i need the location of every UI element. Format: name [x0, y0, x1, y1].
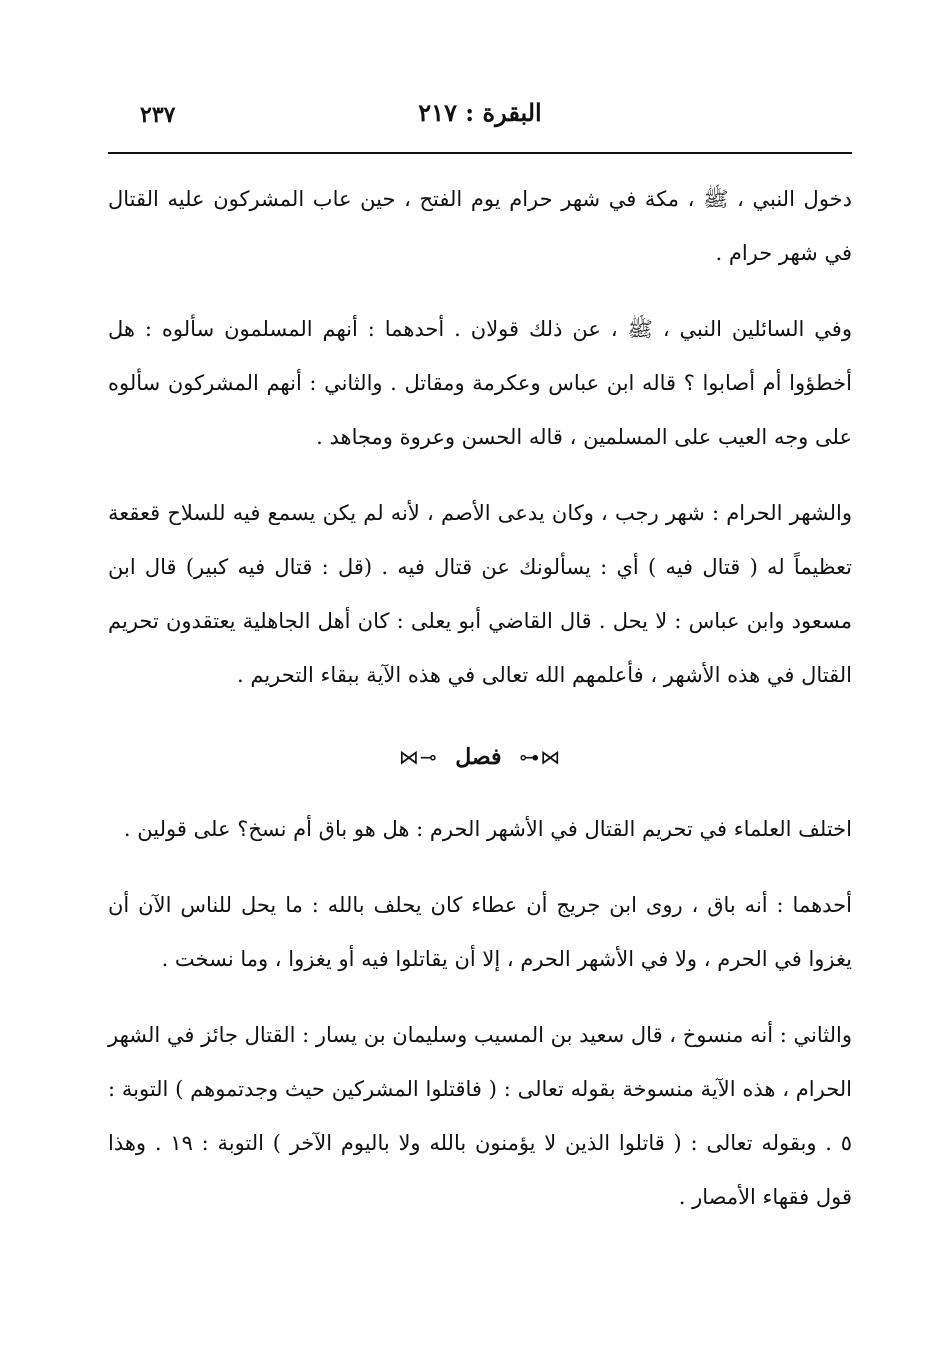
paragraph: دخول النبي ، ﷺ ، مكة في شهر حرام يوم الفتح ، حين عاب المشركون عليه القتال في شهر حرام .	[108, 187, 852, 265]
page-number: ٢٣٧	[140, 102, 176, 128]
paragraph: وفي السائلين النبي ، ﷺ ، عن ذلك قولان . أحدهما : أنهم المسلمون سألوه : هل أخطؤوا أم أصابوا ؟ قاله ابن عباس وعكرمة ومقاتل . والثاني : أنهم المشركون سألوه على وجه العيب على المسلمين ، قاله الحسن وعروة ومجاهد .	[108, 317, 852, 449]
paragraph: أحدهما : أنه باق ، روى ابن جريج أن عطاء كان يحلف بالله : ما يحل للناس الآن أن يغزوا في الحرم ، ولا في الأشهر الحرم ، إلا أن يقاتلوا فيه أو يغزوا ، وما نسخت .	[108, 893, 852, 971]
paragraph: والشهر الحرام : شهر رجب ، وكان يدعى الأصم ، لأنه لم يكن يسمع فيه للسلاح قعقعة تعظيماً له ( قتال فيه ) أي : يسألونك عن قتال فيه . (قل : قتال فيه كبير) قال ابن مسعود وابن عباس : لا يحل . قال القاضي أبو يعلى : كان أهل الجاهلية يعتقدون تحريم القتال في هذه الأشهر ، فأعلمهم الله تعالى في هذه الآية ببقاء التحريم .	[108, 501, 852, 687]
body-text	[108, 172, 852, 1246]
header-rule	[108, 152, 852, 154]
page-header	[110, 96, 850, 136]
running-head: البقرة : ٢١٧	[418, 98, 542, 127]
paragraph: والثاني : أنه منسوخ ، قال سعيد بن المسيب وسليمان بن يسار : القتال جائز في الشهر الحرام ، هذه الآية منسوخة بقوله تعالى : ( فاقتلوا المشركين حيث وجدتموهم ) التوبة : ٥ . وبقوله تعالى : ( قاتلوا الذين لا يؤمنون بالله ولا باليوم الآخر ) التوبة : ١٩ . وهذا قول فقهاء الأمصار .	[108, 1023, 853, 1209]
ornament-left-icon: ⊸⋈	[398, 745, 438, 769]
paragraph: اختلف العلماء في تحريم القتال في الأشهر الحرم : هل هو باق أم نسخ؟ على قولين .	[123, 817, 852, 841]
ornament-right-icon: ⋈⊷	[519, 745, 562, 769]
section-heading	[108, 730, 852, 784]
section-title: فصل	[455, 744, 502, 770]
